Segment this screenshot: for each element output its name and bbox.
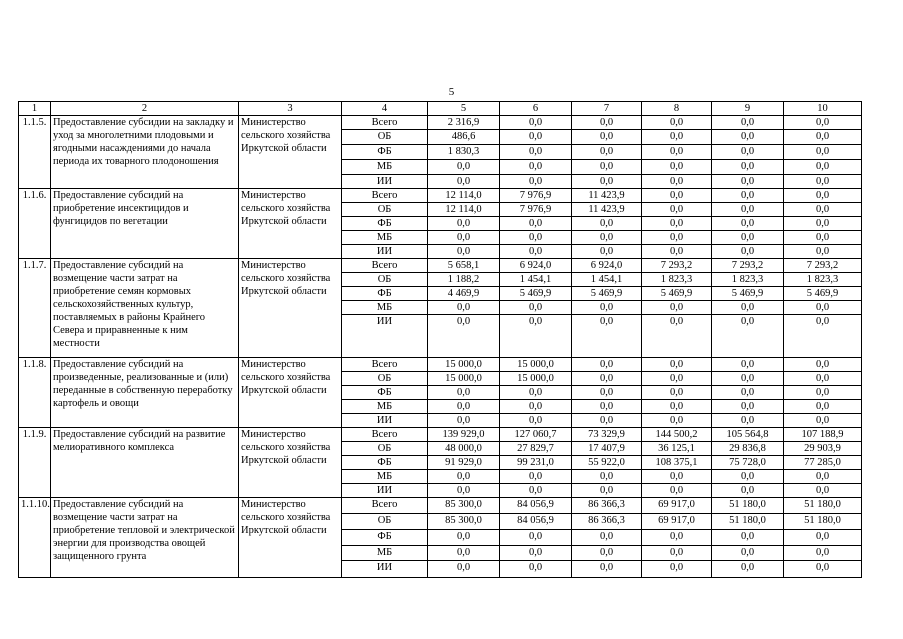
funding-source: ИИ xyxy=(342,484,428,498)
amount-cell: 85 300,0 xyxy=(428,514,500,530)
amount-cell: 0,0 xyxy=(500,160,572,175)
funding-source: ФБ xyxy=(342,145,428,160)
amount-cell: 0,0 xyxy=(572,231,642,245)
amount-cell: 0,0 xyxy=(572,301,642,315)
amount-cell: 0,0 xyxy=(784,130,862,145)
amount-cell: 0,0 xyxy=(784,530,862,546)
funding-source: ФБ xyxy=(342,287,428,301)
amount-cell: 15 000,0 xyxy=(428,358,500,372)
item-code: 1.1.5. xyxy=(19,116,51,189)
table-row xyxy=(19,116,862,130)
amount-cell: 0,0 xyxy=(784,561,862,578)
header-cell: 6 xyxy=(500,102,572,116)
amount-cell: 0,0 xyxy=(784,145,862,160)
item-name: Предоставление субсидий на возмещение части затрат на приобретение семян кормовых сельскохозяйственных культур, поставляемых в районы Крайнего Севера и приравненные к ним местности xyxy=(51,259,239,358)
funding-source: МБ xyxy=(342,546,428,561)
amount-cell: 0,0 xyxy=(428,301,500,315)
amount-cell: 55 922,0 xyxy=(572,456,642,470)
amount-cell: 0,0 xyxy=(712,245,784,259)
amount-cell: 0,0 xyxy=(500,245,572,259)
amount-cell: 139 929,0 xyxy=(428,428,500,442)
amount-cell: 0,0 xyxy=(572,358,642,372)
item-executor: Министерство сельского хозяйства Иркутской области xyxy=(239,259,342,358)
amount-cell: 0,0 xyxy=(712,145,784,160)
funding-source: Всего xyxy=(342,498,428,514)
funding-source: ИИ xyxy=(342,561,428,578)
amount-cell: 0,0 xyxy=(712,546,784,561)
amount-cell: 0,0 xyxy=(712,160,784,175)
amount-cell: 84 056,9 xyxy=(500,498,572,514)
funding-source: ИИ xyxy=(342,414,428,428)
funding-source: ОБ xyxy=(342,372,428,386)
amount-cell: 0,0 xyxy=(712,315,784,358)
amount-cell: 0,0 xyxy=(572,116,642,130)
header-cell: 9 xyxy=(712,102,784,116)
amount-cell: 0,0 xyxy=(642,245,712,259)
funding-source: Всего xyxy=(342,428,428,442)
amount-cell: 73 329,9 xyxy=(572,428,642,442)
amount-cell: 0,0 xyxy=(572,217,642,231)
amount-cell: 7 293,2 xyxy=(784,259,862,273)
item-executor: Министерство сельского хозяйства Иркутской области xyxy=(239,189,342,259)
amount-cell: 0,0 xyxy=(642,175,712,189)
amount-cell: 0,0 xyxy=(642,484,712,498)
funding-source: Всего xyxy=(342,259,428,273)
amount-cell: 2 316,9 xyxy=(428,116,500,130)
table-row xyxy=(19,498,862,514)
amount-cell: 5 469,9 xyxy=(642,287,712,301)
amount-cell: 0,0 xyxy=(642,372,712,386)
item-name: Предоставление субсидий на развитие мелиоративного комплекса xyxy=(51,428,239,498)
amount-cell: 36 125,1 xyxy=(642,442,712,456)
amount-cell: 0,0 xyxy=(712,130,784,145)
amount-cell: 7 293,2 xyxy=(642,259,712,273)
item-code: 1.1.7. xyxy=(19,259,51,358)
amount-cell: 0,0 xyxy=(784,484,862,498)
funding-source: ОБ xyxy=(342,273,428,287)
amount-cell: 0,0 xyxy=(642,470,712,484)
header-cell: 10 xyxy=(784,102,862,116)
amount-cell: 0,0 xyxy=(500,546,572,561)
amount-cell: 0,0 xyxy=(642,116,712,130)
amount-cell: 0,0 xyxy=(712,116,784,130)
amount-cell: 0,0 xyxy=(712,484,784,498)
funding-source: ОБ xyxy=(342,442,428,456)
amount-cell: 0,0 xyxy=(428,546,500,561)
amount-cell: 0,0 xyxy=(712,386,784,400)
header-cell: 4 xyxy=(342,102,428,116)
item-name: Предоставление субсидий на произведенные, реализованные и (или) переданные в собственную переработку картофель и овощи xyxy=(51,358,239,428)
amount-cell: 69 917,0 xyxy=(642,514,712,530)
amount-cell: 0,0 xyxy=(572,414,642,428)
funding-source: ОБ xyxy=(342,130,428,145)
amount-cell: 108 375,1 xyxy=(642,456,712,470)
page-number: 5 xyxy=(448,86,455,98)
amount-cell: 0,0 xyxy=(642,315,712,358)
amount-cell: 75 728,0 xyxy=(712,456,784,470)
amount-cell: 0,0 xyxy=(500,386,572,400)
amount-cell: 51 180,0 xyxy=(784,498,862,514)
item-executor: Министерство сельского хозяйства Иркутской области xyxy=(239,498,342,578)
amount-cell: 0,0 xyxy=(572,386,642,400)
amount-cell: 0,0 xyxy=(712,400,784,414)
header-cell: 5 xyxy=(428,102,500,116)
amount-cell: 0,0 xyxy=(642,301,712,315)
amount-cell: 0,0 xyxy=(428,484,500,498)
amount-cell: 5 469,9 xyxy=(572,287,642,301)
amount-cell: 0,0 xyxy=(428,160,500,175)
amount-cell: 0,0 xyxy=(642,386,712,400)
item-name: Предоставление субсидий на возмещение части затрат на приобретение тепловой и электрической энергии для производства овощей защищенного грунта xyxy=(51,498,239,578)
amount-cell: 69 917,0 xyxy=(642,498,712,514)
amount-cell: 144 500,2 xyxy=(642,428,712,442)
header-cell: 8 xyxy=(642,102,712,116)
amount-cell: 0,0 xyxy=(784,414,862,428)
amount-cell: 0,0 xyxy=(712,358,784,372)
item-code: 1.1.9. xyxy=(19,428,51,498)
amount-cell: 0,0 xyxy=(642,546,712,561)
amount-cell: 0,0 xyxy=(784,315,862,358)
amount-cell: 486,6 xyxy=(428,130,500,145)
amount-cell: 51 180,0 xyxy=(784,514,862,530)
amount-cell: 105 564,8 xyxy=(712,428,784,442)
amount-cell: 0,0 xyxy=(500,561,572,578)
amount-cell: 0,0 xyxy=(784,372,862,386)
amount-cell: 15 000,0 xyxy=(500,372,572,386)
item-executor: Министерство сельского хозяйства Иркутской области xyxy=(239,358,342,428)
header-cell: 3 xyxy=(239,102,342,116)
amount-cell: 17 407,9 xyxy=(572,442,642,456)
item-code: 1.1.8. xyxy=(19,358,51,428)
amount-cell: 85 300,0 xyxy=(428,498,500,514)
amount-cell: 0,0 xyxy=(572,546,642,561)
amount-cell: 29 903,9 xyxy=(784,442,862,456)
amount-cell: 1 830,3 xyxy=(428,145,500,160)
amount-cell: 0,0 xyxy=(712,470,784,484)
amount-cell: 0,0 xyxy=(428,245,500,259)
amount-cell: 0,0 xyxy=(784,116,862,130)
amount-cell: 0,0 xyxy=(500,116,572,130)
funding-source: ФБ xyxy=(342,217,428,231)
amount-cell: 0,0 xyxy=(784,231,862,245)
amount-cell: 86 366,3 xyxy=(572,498,642,514)
amount-cell: 0,0 xyxy=(428,217,500,231)
amount-cell: 0,0 xyxy=(572,484,642,498)
amount-cell: 0,0 xyxy=(572,245,642,259)
amount-cell: 0,0 xyxy=(428,386,500,400)
table-row xyxy=(19,428,862,442)
amount-cell: 48 000,0 xyxy=(428,442,500,456)
amount-cell: 0,0 xyxy=(572,145,642,160)
amount-cell: 15 000,0 xyxy=(428,372,500,386)
amount-cell: 5 469,9 xyxy=(712,287,784,301)
amount-cell: 0,0 xyxy=(784,358,862,372)
funding-source: Всего xyxy=(342,358,428,372)
amount-cell: 0,0 xyxy=(428,315,500,358)
amount-cell: 0,0 xyxy=(642,130,712,145)
amount-cell: 0,0 xyxy=(428,414,500,428)
amount-cell: 91 929,0 xyxy=(428,456,500,470)
amount-cell: 51 180,0 xyxy=(712,514,784,530)
amount-cell: 0,0 xyxy=(712,301,784,315)
amount-cell: 0,0 xyxy=(712,530,784,546)
amount-cell: 0,0 xyxy=(500,530,572,546)
amount-cell: 0,0 xyxy=(642,145,712,160)
funding-source: ИИ xyxy=(342,315,428,358)
funding-source: ФБ xyxy=(342,386,428,400)
amount-cell: 84 056,9 xyxy=(500,514,572,530)
amount-cell: 0,0 xyxy=(500,301,572,315)
amount-cell: 0,0 xyxy=(642,358,712,372)
amount-cell: 6 924,0 xyxy=(572,259,642,273)
amount-cell: 0,0 xyxy=(428,231,500,245)
amount-cell: 0,0 xyxy=(500,175,572,189)
amount-cell: 0,0 xyxy=(572,561,642,578)
amount-cell: 0,0 xyxy=(572,372,642,386)
amount-cell: 0,0 xyxy=(784,546,862,561)
amount-cell: 1 823,3 xyxy=(642,273,712,287)
amount-cell: 1 823,3 xyxy=(712,273,784,287)
amount-cell: 0,0 xyxy=(500,231,572,245)
item-name: Предоставление субсидий на приобретение инсектицидов и фунгицидов по вегетации xyxy=(51,189,239,259)
amount-cell: 0,0 xyxy=(784,386,862,400)
amount-cell: 0,0 xyxy=(712,175,784,189)
funding-source: Всего xyxy=(342,116,428,130)
amount-cell: 0,0 xyxy=(784,301,862,315)
amount-cell: 0,0 xyxy=(572,470,642,484)
amount-cell: 0,0 xyxy=(428,400,500,414)
funding-source: ФБ xyxy=(342,530,428,546)
amount-cell: 0,0 xyxy=(500,470,572,484)
amount-cell: 0,0 xyxy=(642,400,712,414)
amount-cell: 0,0 xyxy=(784,189,862,203)
amount-cell: 0,0 xyxy=(500,400,572,414)
amount-cell: 0,0 xyxy=(784,245,862,259)
amount-cell: 0,0 xyxy=(642,217,712,231)
amount-cell: 0,0 xyxy=(712,231,784,245)
item-code: 1.1.10. xyxy=(19,498,51,578)
funding-source: ФБ xyxy=(342,456,428,470)
amount-cell: 0,0 xyxy=(500,484,572,498)
amount-cell: 0,0 xyxy=(572,160,642,175)
amount-cell: 5 469,9 xyxy=(784,287,862,301)
funding-source: МБ xyxy=(342,160,428,175)
amount-cell: 0,0 xyxy=(784,400,862,414)
amount-cell: 0,0 xyxy=(712,189,784,203)
amount-cell: 0,0 xyxy=(784,160,862,175)
amount-cell: 0,0 xyxy=(642,189,712,203)
item-code: 1.1.6. xyxy=(19,189,51,259)
funding-source: ОБ xyxy=(342,203,428,217)
table-row xyxy=(19,259,862,273)
amount-cell: 11 423,9 xyxy=(572,203,642,217)
amount-cell: 0,0 xyxy=(572,400,642,414)
amount-cell: 0,0 xyxy=(712,414,784,428)
amount-cell: 0,0 xyxy=(428,470,500,484)
item-executor: Министерство сельского хозяйства Иркутской области xyxy=(239,428,342,498)
table-row xyxy=(19,189,862,203)
amount-cell: 86 366,3 xyxy=(572,514,642,530)
amount-cell: 1 454,1 xyxy=(500,273,572,287)
amount-cell: 15 000,0 xyxy=(500,358,572,372)
amount-cell: 51 180,0 xyxy=(712,498,784,514)
amount-cell: 0,0 xyxy=(572,530,642,546)
amount-cell: 0,0 xyxy=(500,217,572,231)
amount-cell: 0,0 xyxy=(642,561,712,578)
amount-cell: 0,0 xyxy=(642,231,712,245)
funding-source: МБ xyxy=(342,470,428,484)
amount-cell: 99 231,0 xyxy=(500,456,572,470)
amount-cell: 4 469,9 xyxy=(428,287,500,301)
amount-cell: 0,0 xyxy=(712,372,784,386)
amount-cell: 7 976,9 xyxy=(500,189,572,203)
amount-cell: 7 976,9 xyxy=(500,203,572,217)
amount-cell: 0,0 xyxy=(572,130,642,145)
amount-cell: 12 114,0 xyxy=(428,189,500,203)
amount-cell: 0,0 xyxy=(784,203,862,217)
amount-cell: 0,0 xyxy=(642,160,712,175)
header-cell: 7 xyxy=(572,102,642,116)
funding-source: Всего xyxy=(342,189,428,203)
amount-cell: 0,0 xyxy=(642,203,712,217)
amount-cell: 0,0 xyxy=(500,315,572,358)
amount-cell: 0,0 xyxy=(428,175,500,189)
amount-cell: 11 423,9 xyxy=(572,189,642,203)
amount-cell: 0,0 xyxy=(784,175,862,189)
amount-cell: 0,0 xyxy=(712,217,784,231)
amount-cell: 0,0 xyxy=(500,414,572,428)
funding-source: МБ xyxy=(342,231,428,245)
amount-cell: 29 836,8 xyxy=(712,442,784,456)
amount-cell: 77 285,0 xyxy=(784,456,862,470)
table-row xyxy=(19,358,862,372)
amount-cell: 1 188,2 xyxy=(428,273,500,287)
amount-cell: 0,0 xyxy=(642,414,712,428)
amount-cell: 127 060,7 xyxy=(500,428,572,442)
header-cell: 2 xyxy=(51,102,239,116)
item-executor: Министерство сельского хозяйства Иркутской области xyxy=(239,116,342,189)
amount-cell: 0,0 xyxy=(500,145,572,160)
amount-cell: 0,0 xyxy=(712,561,784,578)
item-name: Предоставление субсидии на закладку и уход за многолетними плодовыми и ягодными насаждениями до начала периода их товарного плодоношения xyxy=(51,116,239,189)
funding-table xyxy=(18,101,862,578)
amount-cell: 7 293,2 xyxy=(712,259,784,273)
funding-source: ИИ xyxy=(342,175,428,189)
amount-cell: 27 829,7 xyxy=(500,442,572,456)
amount-cell: 6 924,0 xyxy=(500,259,572,273)
amount-cell: 0,0 xyxy=(712,203,784,217)
amount-cell: 5 469,9 xyxy=(500,287,572,301)
amount-cell: 12 114,0 xyxy=(428,203,500,217)
amount-cell: 0,0 xyxy=(784,217,862,231)
amount-cell: 0,0 xyxy=(428,530,500,546)
funding-source: ОБ xyxy=(342,514,428,530)
amount-cell: 0,0 xyxy=(428,561,500,578)
header-cell: 1 xyxy=(19,102,51,116)
amount-cell: 0,0 xyxy=(642,530,712,546)
amount-cell: 1 454,1 xyxy=(572,273,642,287)
amount-cell: 0,0 xyxy=(500,130,572,145)
amount-cell: 1 823,3 xyxy=(784,273,862,287)
amount-cell: 0,0 xyxy=(784,470,862,484)
funding-source: ИИ xyxy=(342,245,428,259)
funding-source: МБ xyxy=(342,400,428,414)
amount-cell: 0,0 xyxy=(572,175,642,189)
amount-cell: 0,0 xyxy=(572,315,642,358)
funding-source: МБ xyxy=(342,301,428,315)
amount-cell: 5 658,1 xyxy=(428,259,500,273)
amount-cell: 107 188,9 xyxy=(784,428,862,442)
header-row xyxy=(19,102,862,116)
